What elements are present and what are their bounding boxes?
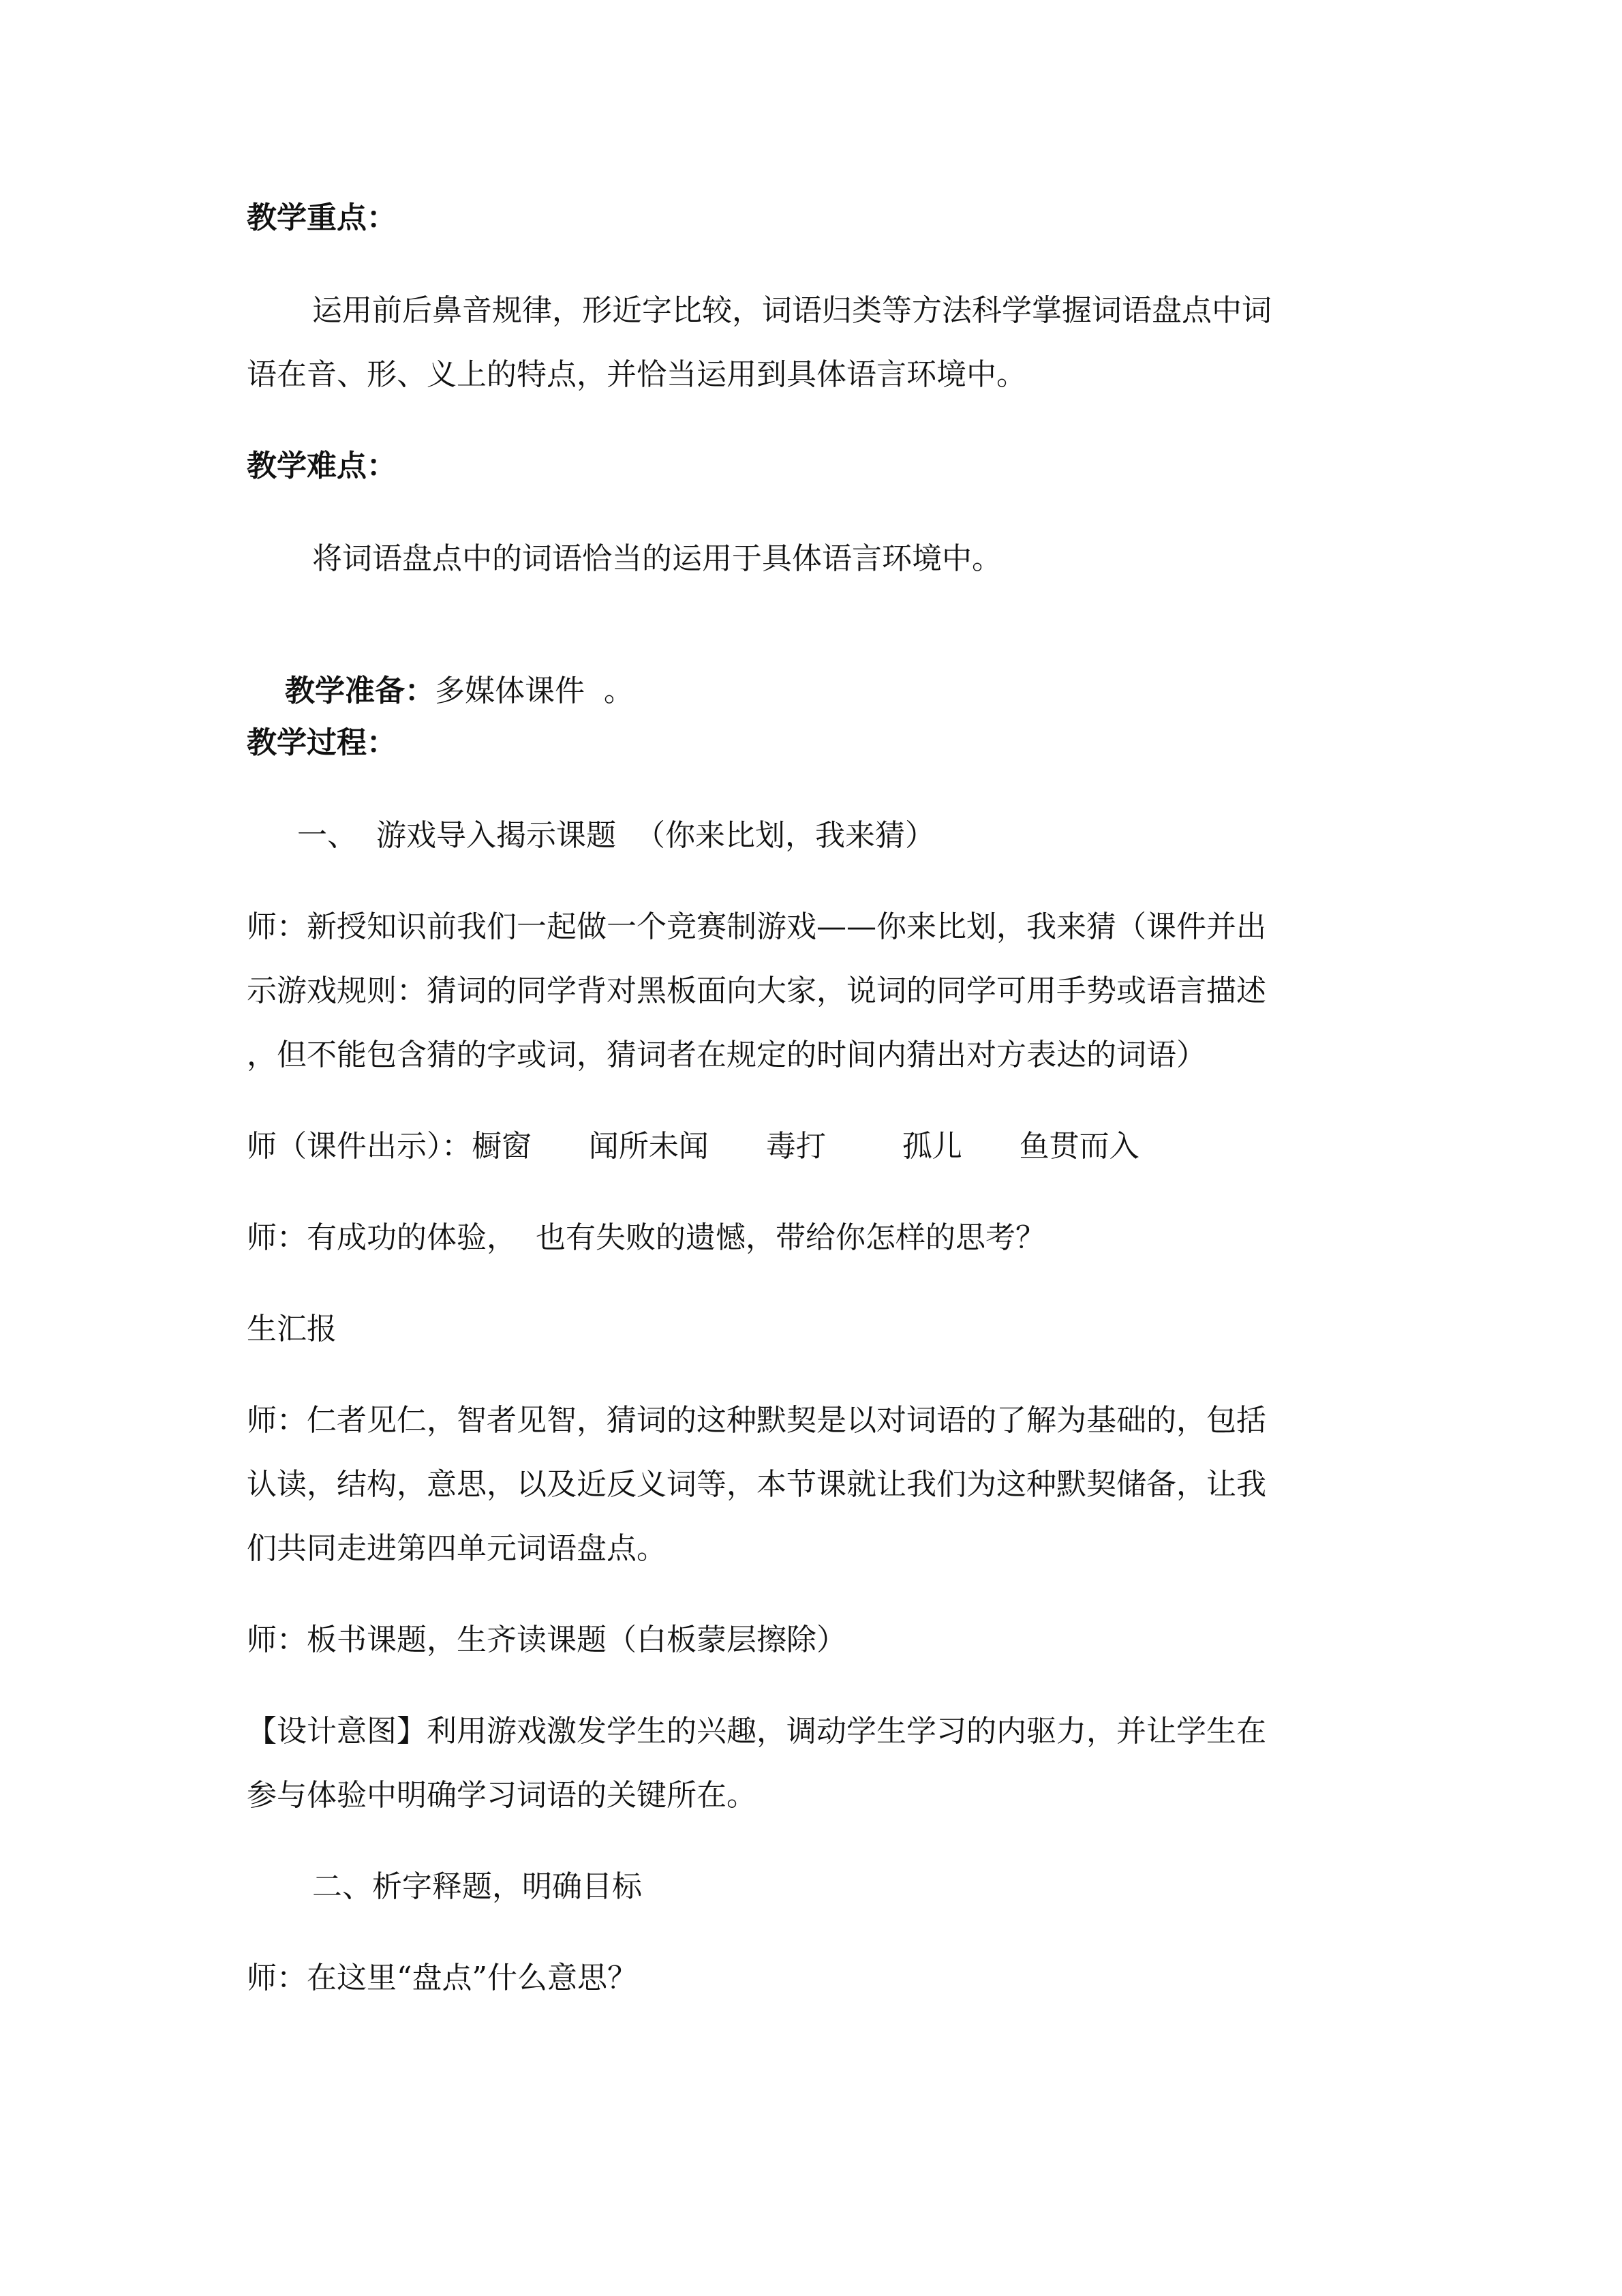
teacher-line-4c: 们共同走进第四单元词语盘点。 [247, 1531, 667, 1566]
key-points-text-line-1: 运用前后鼻音规律，形近字比较，词语归类等方法科学掌握词语盘点中词 [312, 293, 1272, 328]
preparation-text: 多媒体课件 。 [434, 674, 634, 708]
difficulties-heading: 教学难点： [247, 449, 397, 483]
teacher-line-4b: 认读，结构，意思，以及近反义词等，本节课就让我们为这种默契储备，让我 [247, 1467, 1266, 1502]
key-points-heading: 教学重点： [247, 200, 397, 235]
design-intent-line-1: 【设计意图】利用游戏激发学生的兴趣，调动学生学习的内驱力，并让学生在 [247, 1714, 1266, 1749]
student-report: 生汇报 [247, 1312, 337, 1346]
teacher-line-3: 师：有成功的体验， 也有失败的遗憾，带给你怎样的思考？ [247, 1220, 1045, 1255]
preparation-label: 教学准备： [284, 674, 435, 708]
process-heading: 教学过程： [247, 725, 397, 760]
teacher-line-4a: 师：仁者见仁，智者见智，猜词的这种默契是以对词语的了解为基础的，包括 [247, 1403, 1266, 1438]
teacher-line-6: 师：在这里“盘点”什么意思？ [247, 1961, 637, 1995]
teacher-line-1c: ，但不能包含猜的字或词，猜词者在规定的时间内猜出对方表达的词语） [247, 1038, 1206, 1072]
section-1-title: 一、 游戏导入揭示课题 （你来比划，我来猜） [297, 818, 935, 853]
section-2-title: 二、析字释题，明确目标 [312, 1869, 642, 1904]
teacher-line-2: 师（课件出示）：橱窗 闻所未闻 毒打 孤儿 鱼贯而入 [247, 1129, 1139, 1164]
teacher-line-1b: 示游戏规则：猜词的同学背对黑板面向大家，说词的同学可用手势或语言描述 [247, 973, 1266, 1008]
teacher-line-5: 师：板书课题，生齐读课题（白板蒙层擦除） [247, 1622, 846, 1657]
teacher-line-1a: 师：新授知识前我们一起做一个竞赛制游戏——你来比划，我来猜（课件并出 [247, 909, 1266, 944]
design-intent-line-2: 参与体验中明确学习词语的关键所在。 [247, 1778, 756, 1813]
key-points-text-line-2: 语在音、形、义上的特点，并恰当运用到具体语言环境中。 [247, 357, 1026, 392]
difficulties-text: 将词语盘点中的词语恰当的运用于具体语言环境中。 [312, 541, 1002, 576]
